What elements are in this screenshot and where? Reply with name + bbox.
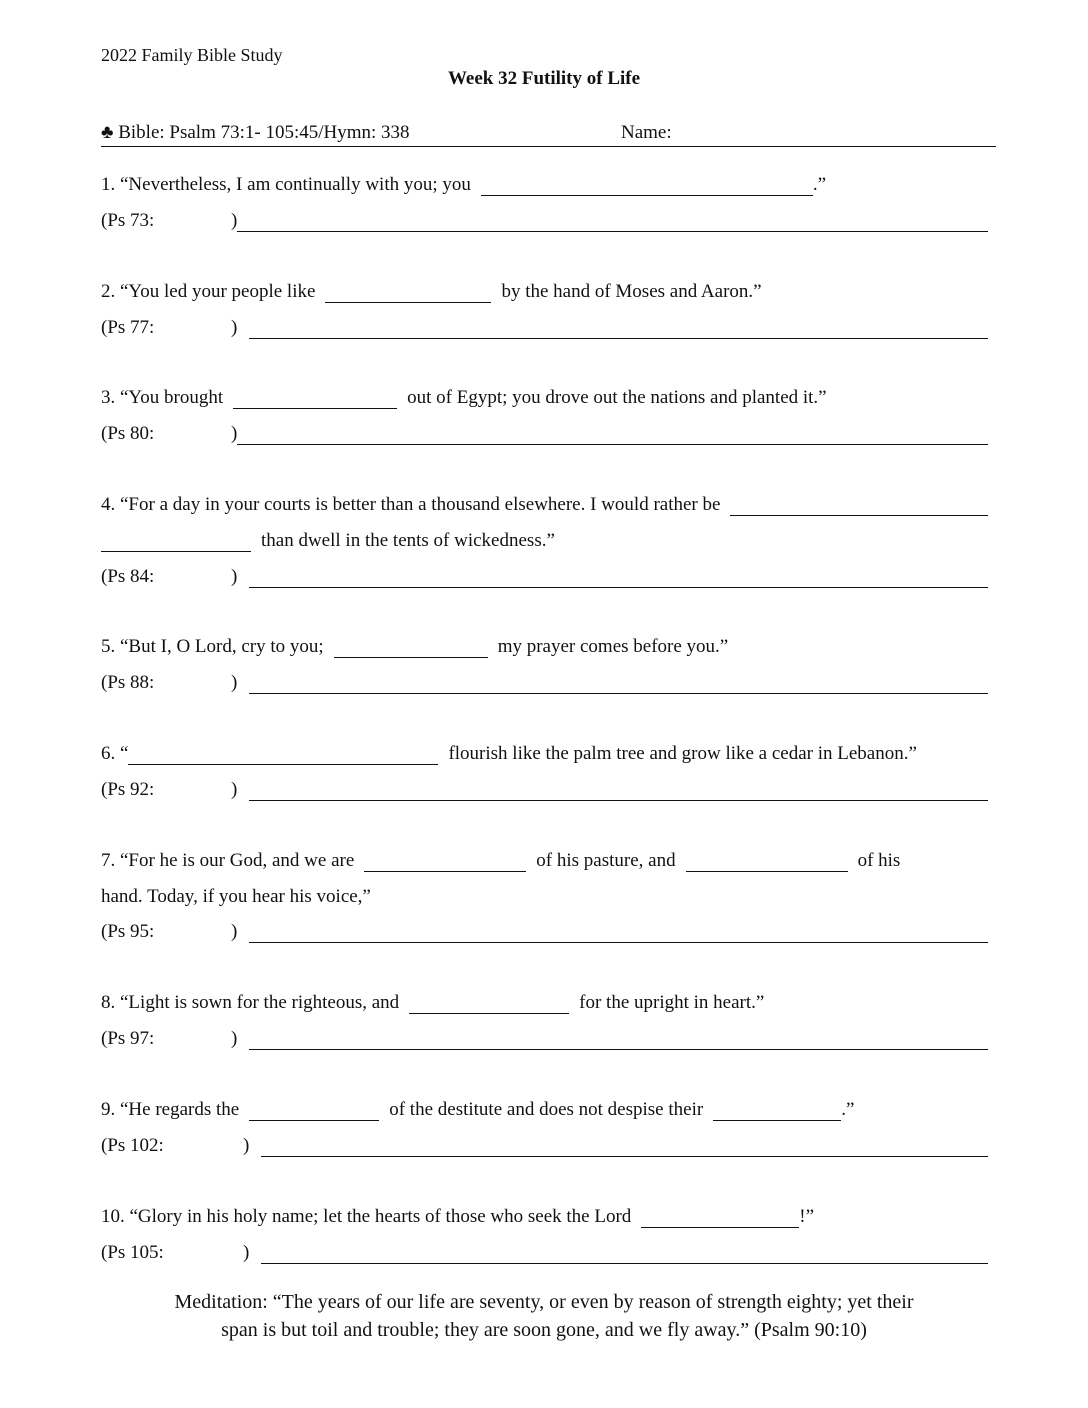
fill-in-blank[interactable] [409,993,569,1014]
fill-in-blank[interactable] [325,282,491,303]
fill-in-blank[interactable] [249,1100,379,1121]
question-8 [101,986,988,1014]
verse-reference: (Ps 77: [101,317,155,338]
question-text: for the upright in heart.” [579,992,765,1013]
reference-close: ) [231,210,238,231]
fill-in-blank[interactable] [730,495,988,516]
question-7 [101,844,988,872]
answer-line[interactable] [249,318,988,339]
question-text: “Nevertheless, I am continually with you; you [120,174,471,195]
verse-reference: (Ps 105: [101,1242,164,1263]
question-number: 5. [101,636,116,657]
reference-close: ) [231,921,238,942]
fill-in-blank[interactable] [101,531,251,552]
question-9 [101,1093,988,1121]
question-text: .” [841,1099,855,1120]
question-text: “You led your people like [120,281,316,302]
reference-close: ) [231,672,238,693]
question-text: out of Egypt; you drove out the nations and planted it.” [407,387,827,408]
info-row [101,122,996,147]
question-text: “Light is sown for the righteous, and [120,992,400,1013]
answer-line[interactable] [261,1136,988,1157]
question-text: flourish like the palm tree and grow like a cedar in Lebanon.” [448,743,917,764]
answer-line[interactable] [237,211,988,232]
reference-row-7 [101,915,988,943]
fill-in-blank[interactable] [686,851,848,872]
reference-row-5 [101,666,988,694]
question-text: “You brought [120,387,224,408]
fill-in-blank[interactable] [481,175,813,196]
answer-line[interactable] [261,1243,988,1264]
question-2 [101,275,988,303]
question-text: .” [812,174,827,195]
question-text: “But I, O Lord, cry to you; [120,636,324,657]
reference-close: ) [231,566,238,587]
fill-in-blank[interactable] [334,637,488,658]
reference-row-4 [101,560,988,588]
question-10 [101,1200,988,1228]
question-text: !” [799,1206,815,1227]
answer-line[interactable] [249,1029,988,1050]
question-text: hand. Today, if you hear his voice,” [101,886,371,907]
page-title: Week 32 Futility of Life [447,68,641,89]
question-text: of his pasture, and [536,850,676,871]
question-3 [101,381,988,409]
question-text: my prayer comes before you.” [497,636,729,657]
question-number: 7. [101,850,116,871]
question-number: 1. [101,174,116,195]
fill-in-blank[interactable] [233,388,397,409]
reference-row-3 [101,417,988,445]
answer-line[interactable] [249,673,988,694]
question-text: “For a day in your courts is better than a thousand elsewhere. I would rather be [120,494,721,515]
question-4 [101,488,988,516]
question-number: 9. [101,1099,116,1120]
question-number: 6. [101,743,116,764]
verse-reference: (Ps 102: [101,1135,164,1156]
meditation-line-2: span is but toil and trouble; they are soon gone, and we fly away.” (Psalm 90:10) [221,1319,867,1341]
answer-line[interactable] [249,922,988,943]
question-text: “Glory in his holy name; let the hearts of those who seek the Lord [129,1206,632,1227]
question-number: 8. [101,992,116,1013]
reference-close: ) [231,1028,238,1049]
answer-line[interactable] [237,424,988,445]
question-number: 2. [101,281,116,302]
question-number: 3. [101,387,116,408]
question-text: by the hand of Moses and Aaron.” [501,281,762,302]
question-number: 4. [101,494,116,515]
verse-reference: (Ps 88: [101,672,155,693]
reference-close: ) [231,317,238,338]
reference-row-10 [101,1236,988,1264]
verse-reference: (Ps 84: [101,566,155,587]
reference-close: ) [243,1135,250,1156]
study-name: 2022 Family Bible Study [101,45,283,65]
verse-reference: (Ps 73: [101,210,155,231]
question-text: of his [857,850,901,871]
reference-row-1 [101,204,988,232]
fill-in-blank[interactable] [128,744,438,765]
question-text: of the destitute and does not despise their [389,1099,704,1120]
reference-row-2 [101,311,988,339]
question-4-continued [101,524,988,552]
question-6 [101,737,988,765]
reference-row-9 [101,1129,988,1157]
reference-row-8 [101,1022,988,1050]
verse-reference: (Ps 92: [101,779,155,800]
fill-in-blank[interactable] [713,1100,841,1121]
question-7-continued [101,880,988,908]
answer-line[interactable] [249,567,988,588]
reference-close: ) [231,779,238,800]
question-5 [101,630,988,658]
question-text: “ [120,743,129,764]
answer-line[interactable] [249,780,988,801]
verse-reference: (Ps 80: [101,423,155,444]
verse-reference: (Ps 95: [101,921,155,942]
question-text: “For he is our God, and we are [120,850,355,871]
question-1 [101,168,988,196]
fill-in-blank[interactable] [364,851,526,872]
name-label: Name: [621,122,672,143]
bible-reading-info: ♣ Bible: Psalm 73:1- 105:45/Hymn: 338 [101,122,410,143]
reference-row-6 [101,773,988,801]
question-text: “He regards the [120,1099,240,1120]
reference-close: ) [231,423,238,444]
reference-close: ) [243,1242,250,1263]
fill-in-blank[interactable] [641,1207,799,1228]
question-number: 10. [101,1206,125,1227]
meditation-verse [90,1288,998,1344]
meditation-line-1: Meditation: “The years of our life are seventy, or even by reason of strength eighty; yet their [174,1291,914,1313]
question-text: than dwell in the tents of wickedness.” [261,530,555,551]
verse-reference: (Ps 97: [101,1028,155,1049]
